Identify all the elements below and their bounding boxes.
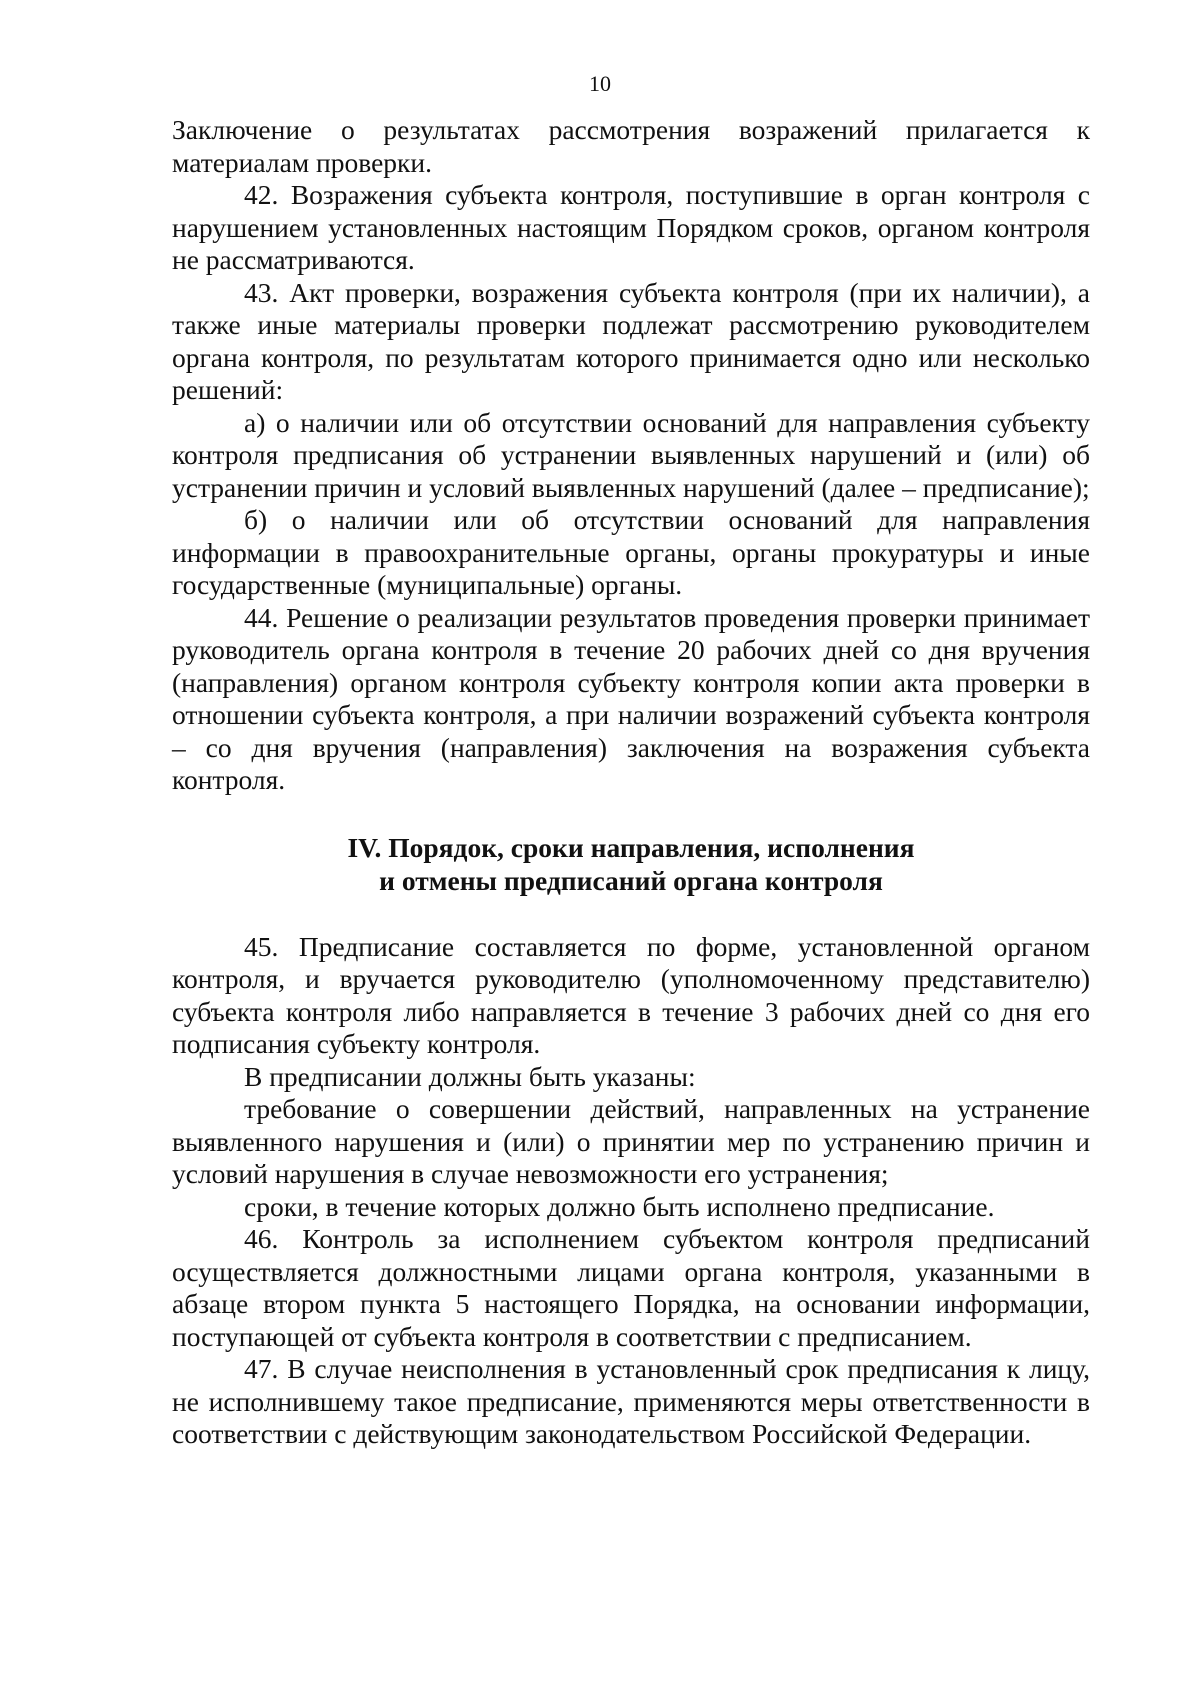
paragraph-46: 46. Контроль за исполнением субъектом контроля предписаний осуществляется должностными лицами органа контроля, указанными в абзаце втором пункта 5 настоящего Порядка, на основании информации, поступающей от субъекта контроля в соответствии с предписанием. [172,1223,1090,1352]
paragraph-45-deadlines: сроки, в течение которых должно быть исполнено предписание. [244,1190,995,1222]
paragraph-43-a: а) о наличии или об отсутствии оснований для направления субъекту контроля предписания об устранении выявленных нарушений и (или) об устранении причин и условий выявленных нарушений (далее – предписание); [172,406,1090,503]
section-heading-line-1: IV. Порядок, сроки направления, исполнения [347,831,915,863]
paragraph-45-list-intro: В предписании должны быть указаны: [244,1060,696,1092]
paragraph-43-b: б) о наличии или об отсутствии оснований для направления информации в правоохранительные органы, органы прокуратуры и иные государственные (муниципальные) органы. [172,504,1090,600]
paragraph-43: 43. Акт проверки, возражения субъекта контроля (при их наличии), а также иные материалы проверки подлежат рассмотрению руководителем органа контроля, по результатам которого принимается одно или несколько решений: [172,276,1090,405]
paragraph-45-requirement: требование о совершении действий, направленных на устранение выявленного нарушения и (или) о принятии мер по устранению причин и условий нарушения в случае невозможности его устранения; [172,1093,1090,1189]
page-number: 10 [589,71,611,96]
paragraph-42: 42. Возражения субъекта контроля, поступившие в орган контроля с нарушением установленных настоящим Порядком сроков, органом контроля не рассматриваются. [172,179,1090,275]
paragraph-44: 44. Решение о реализации результатов проведения проверки принимает руководитель органа контроля в течение 20 рабочих дней со дня вручения (направления) органом контроля субъекту контроля копии акта проверки в отношении субъекта контроля, а при наличии возражений субъекта контроля – со дня вручения (направления) заключения на возражения субъекта контроля. [172,601,1090,795]
section-heading [172,831,1090,897]
paragraph-conclusion: Заключение о результатах рассмотрения возражений прилагается к материалам проверки. [172,114,1090,178]
paragraph-45: 45. Предписание составляется по форме, установленной органом контроля, и вручается руководителю (уполномоченному представителю) субъекта контроля либо направляется в течение 3 рабочих дней со дня его подписания субъекту контроля. [172,930,1090,1059]
section-heading-line-2: и отмены предписаний органа контроля [379,864,883,896]
paragraph-47: 47. В случае неисполнения в установленный срок предписания к лицу, не исполнившему такое предписание, применяются меры ответственности в соответствии с действующим законодательством Российской Федерации. [172,1353,1090,1449]
document-body [172,114,1090,1451]
